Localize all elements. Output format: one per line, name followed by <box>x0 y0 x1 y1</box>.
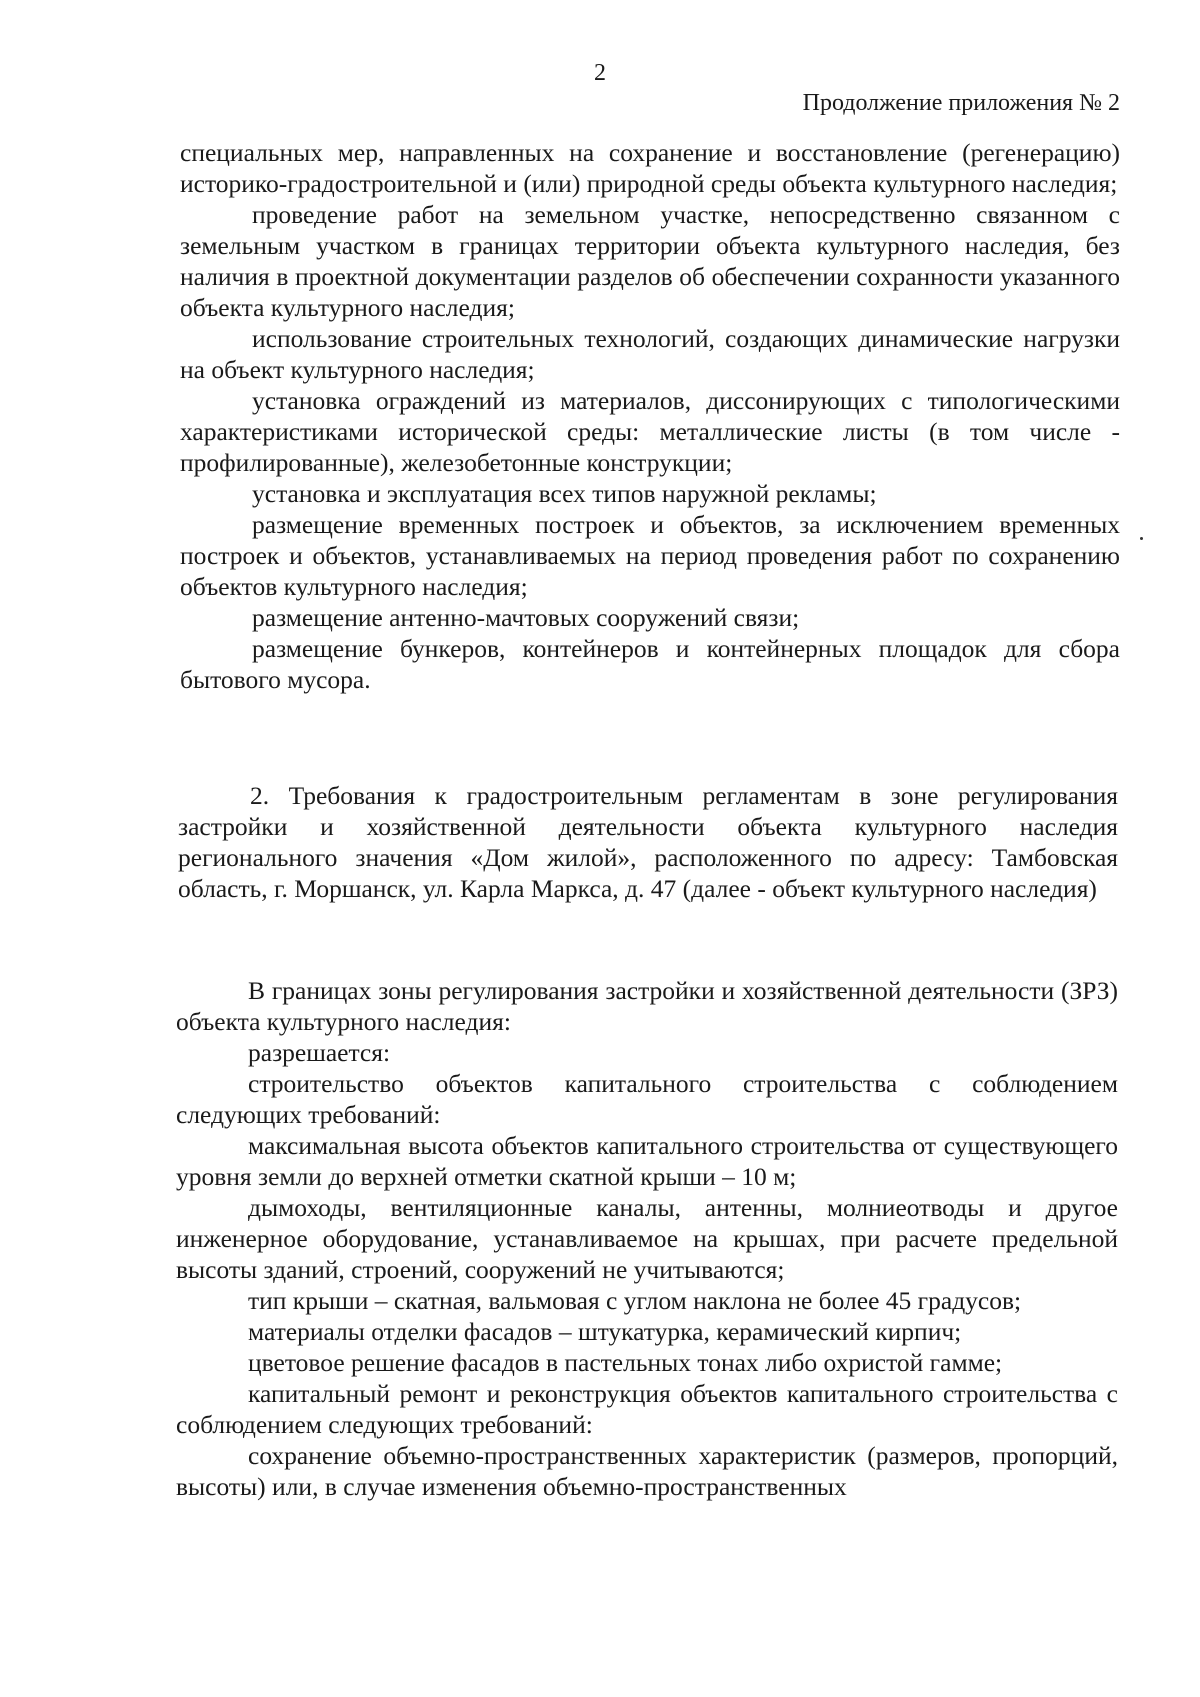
paragraph: материалы отделки фасадов – штукатурка, керамический кирпич; <box>248 1317 962 1346</box>
paragraph: сохранение объемно-пространственных характеристик (размеров, пропорций, высоты) или, в случае изменения объемно-пространственных <box>176 1441 1118 1501</box>
paragraph: тип крыши – скатная, вальмовая с углом наклона не более 45 градусов; <box>248 1286 1022 1315</box>
paragraph: строительство объектов капитального строительства с соблюдением следующих требований: <box>176 1069 1118 1129</box>
paragraph: максимальная высота объектов капитального строительства от существующего уровня земли до верхней отметки скатной крыши – 10 м; <box>176 1131 1118 1191</box>
appendix-continuation-note: Продолжение приложения № 2 <box>802 90 1120 116</box>
section-2-heading: 2. Требования к градостроительным регламентам в зоне регулирования застройки и хозяйственной деятельности объекта культурного наследия регионального значения «Дом жилой», расположенного по адресу: Тамбовская область, г. Моршанск, ул. Карла Маркса, д. 47 (далее - объект культурного наследия) <box>178 781 1118 903</box>
paragraph: использование строительных технологий, создающих динамические нагрузки на объект культурного наследия; <box>180 324 1120 384</box>
zrz-requirements <box>176 975 1118 1502</box>
restrictions-list <box>180 137 1120 695</box>
paragraph: размещение временных построек и объектов, за исключением временных построек и объектов, устанавливаемых на период проведения работ по сохранению объектов культурного наследия; <box>180 510 1120 601</box>
paragraph: размещение бункеров, контейнеров и контейнерных площадок для сбора бытового мусора. <box>180 634 1120 694</box>
paragraph: размещение антенно-мачтовых сооружений связи; <box>252 603 800 632</box>
paragraph: установка и эксплуатация всех типов наружной рекламы; <box>252 479 877 508</box>
paragraph: дымоходы, вентиляционные каналы, антенны, молниеотводы и другое инженерное оборудование, устанавливаемое на крышах, при расчете предельной высоты зданий, строений, сооружений не учитываются; <box>176 1193 1118 1284</box>
paragraph: капитальный ремонт и реконструкция объектов капитального строительства с соблюдением следующих требований: <box>176 1379 1118 1439</box>
paragraph: разрешается: <box>248 1038 391 1067</box>
page-number: 2 <box>594 60 606 86</box>
paragraph: В границах зоны регулирования застройки и хозяйственной деятельности (ЗРЗ) объекта культурного наследия: <box>176 976 1118 1036</box>
paragraph: специальных мер, направленных на сохранение и восстановление (регенерацию) историко-градостроительной и (или) природной среды объекта культурного наследия; <box>180 138 1120 198</box>
section-heading <box>178 780 1118 904</box>
paragraph: проведение работ на земельном участке, непосредственно связанном с земельным участком в границах территории объекта культурного наследия, без наличия в проектной документации разделов об обеспечении сохранности указанного объекта культурного наследия; <box>180 200 1120 322</box>
paragraph: цветовое решение фасадов в пастельных тонах либо охристой гамме; <box>248 1348 1003 1377</box>
scan-speck <box>1140 537 1143 540</box>
paragraph: установка ограждений из материалов, диссонирующих с типологическими характеристиками исторической среды: металлические листы (в том числе - профилированные), железобетонные конструкции; <box>180 386 1120 477</box>
